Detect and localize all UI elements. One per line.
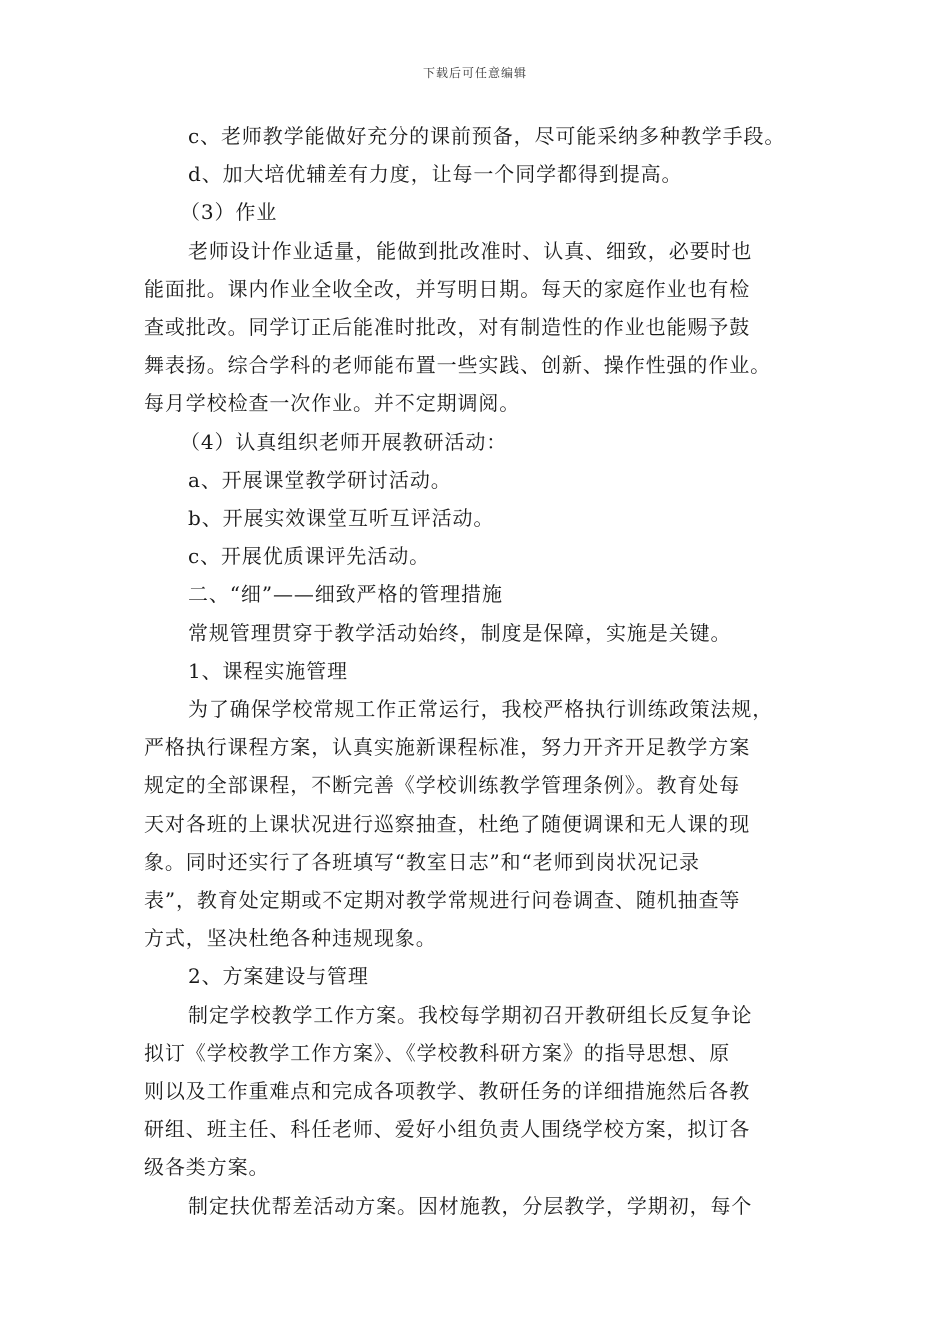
paragraph-line: 每月学校检查一次作业。并不定期调阅。 [144,391,521,416]
paragraph-line: 为了确保学校常规工作正常运行，我校严格执行训练政策法规， [188,697,774,722]
paragraph-line: 老师设计作业适量，能做到批改准时、认真、细致，必要时也 [188,238,753,263]
paragraph-line: 象。同时还实行了各班填写“教室日志”和“老师到岗状况记录 [144,849,700,874]
list-item-c: c、老师教学能做好充分的课前预备，尽可能采纳多种教学手段。 [188,124,786,148]
page-header-note: 下载后可任意编辑 [422,66,527,80]
paragraph-line: 表”，教育处定期或不定期对教学常规进行问卷调查、随机抽查等 [144,888,741,913]
list-item-b: b、开展实效课堂互听互评活动。 [188,506,495,531]
paragraph-line: 规定的全部课程，不断完善《学校训练教学管理条例》。教育处每 [144,773,741,798]
paragraph-line: 级各类方案。 [144,1155,270,1180]
document-body [144,117,824,1225]
paragraph-line: 研组、班主任、科任老师、爱好小组负责人围绕学校方案，拟订各 [144,1117,751,1142]
paragraph-line: 常规管理贯穿于教学活动始终，制度是保障，实施是关键。 [188,620,732,645]
paragraph-line: 制定学校教学工作方案。我校每学期初召开教研组长反复争论 [188,1002,753,1027]
subheading-curriculum: 1、课程实施管理 [188,658,348,683]
subheading-plan: 2、方案建设与管理 [188,964,369,989]
list-item-d: d、加大培优辅差有力度，让每一个同学都得到提高。 [188,162,683,187]
paragraph-line: 制定扶优帮差活动方案。因材施教，分层教学，学期初，每个 [188,1193,753,1218]
list-item-a: a、开展课堂教学研讨活动。 [188,467,452,492]
list-item-c2: c、开展优质课评先活动。 [188,544,431,569]
subheading-homework: （3）作业 [180,200,278,225]
paragraph-line: 严格执行课程方案，认真实施新课程标准，努力开齐开足教学方案 [144,735,751,760]
paragraph-line: 方式，坚决杜绝各种违规现象。 [144,926,437,951]
paragraph-line: 查或批改。同学订正后能准时批改，对有制造性的作业也能赐予鼓 [144,315,751,340]
subheading-research: （4）认真组织老师开展教研活动： [180,429,508,454]
section-heading: 二、“细”——细致严格的管理措施 [188,582,503,607]
paragraph-line: 则以及工作重难点和完成各项教学、教研任务的详细措施然后各教 [144,1079,751,1104]
paragraph-line: 能面批。课内作业全收全改，并写明日期。每天的家庭作业也有检 [144,276,751,301]
paragraph-line: 天对各班的上课状况进行巡察抽查，杜绝了随便调课和无人课的现 [144,811,751,836]
paragraph-line: 舞表扬。综合学科的老师能布置一些实践、创新、操作性强的作业。 [144,353,771,378]
paragraph-line: 拟订《学校教学工作方案》、《学校教科研方案》的指导思想、原 [144,1040,731,1065]
